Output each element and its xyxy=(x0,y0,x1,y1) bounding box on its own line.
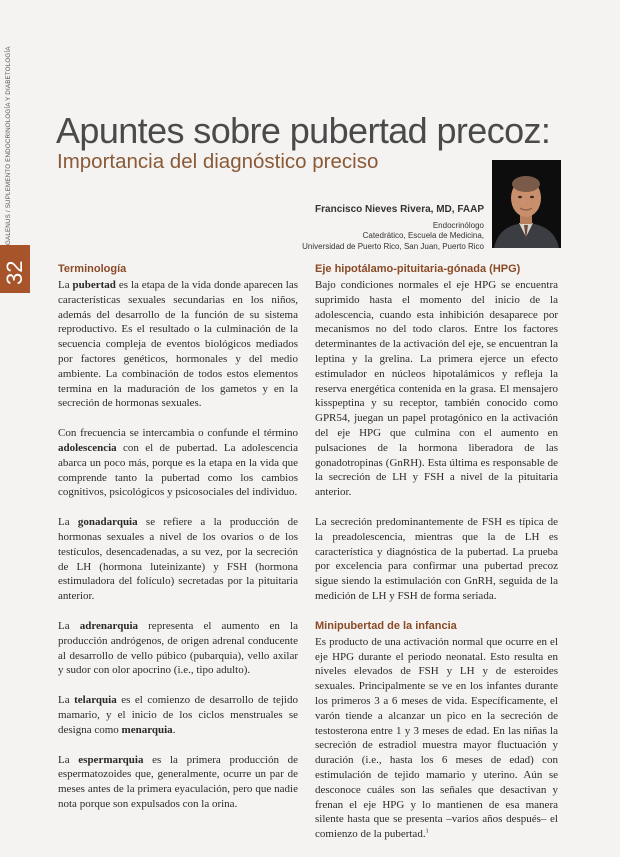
left-column xyxy=(58,262,298,827)
section-heading-eje-hpg: Eje hipotálamo-pituitaria-gónada (HPG) xyxy=(315,263,521,275)
text: se refiere a la producción de hormonas sexuales a nivel de los ovarios o de los testículos, desencadenadas, a su vez, por la secreción de LH (hormona luteinizante) y FSH (hormona estimuladora del folículo) secretadas por la pituitaria anterior. xyxy=(58,516,298,603)
term-pubertad: pubertad xyxy=(72,279,116,291)
author-position: Catedrático, Escuela de Medicina, xyxy=(362,231,484,241)
paragraph-secrecion-fsh: La secreción predominantemente de FSH es típica de la preadolescencia, mientras que la de LH es característica y diagnóstica de la pubertad. La prueba por excelencia para confirmar una pubertad precoz sigue siendo la estimulación con GnRH, seguida de la medición de LH y FSH de forma seriada. xyxy=(315,515,558,602)
term-gonadarquia: gonadarquia xyxy=(77,516,138,529)
author-name: Francisco Nieves Rivera, MD, FAAP xyxy=(315,204,484,215)
text: con el de pubertad. La adolescencia abarca un poco más, porque es la etapa en la vida que comprende tanto la pubertad como los cambios cognitivos, psicológicos y psicosociales del individuo. xyxy=(58,441,298,499)
journal-side-label xyxy=(2,30,20,245)
page-number-tab xyxy=(0,245,30,293)
article-title: Apuntes sobre pubertad precoz: xyxy=(56,110,551,151)
paragraph-gonadarquia xyxy=(58,515,298,604)
paragraph-minipubertad xyxy=(315,635,558,842)
author-affiliation: Universidad de Puerto Rico, San Juan, Puerto Rico xyxy=(302,241,484,251)
author-title: Endocrinólogo xyxy=(432,221,484,230)
author-portrait-graphic xyxy=(492,160,561,248)
page-number: 32 xyxy=(2,260,27,285)
paragraph-adolescencia xyxy=(58,426,298,500)
term-menarquia: menarquia xyxy=(121,723,173,736)
text: La xyxy=(58,516,78,529)
section-heading-minipubertad: Minipubertad de la infancia xyxy=(315,619,457,632)
author-photo xyxy=(492,160,561,248)
text: Es producto de una activación normal que ocurre en el eje HPG durante el periodo neonatal. Esto resulta en niveles elevados de FSH y LH y de esteroides sexuales. Principalmente se ve en los infantes durante los primeros 3 a 6 meses de vida. Específicamente, el varón tiende a alcanzar un pico en la secreción de testosterona entre 1 y 3 meses de edad. En las niñas la secreción de estradiol muestra mayor fluctuación y duración (i.e., hasta los 6 meses de edad) con estimulación de tejido mamario y uterino. Aún se desconoce cuáles son las señales que desactivan y frenan el eje HPG y lo mantienen de esa manera silente hasta que se presenta –varios años después– el comienzo de la pubertad. xyxy=(315,635,558,841)
paragraph-adrenarquia xyxy=(58,619,298,678)
paragraph-espermarquia xyxy=(58,753,298,812)
journal-side-label-text: GALENUS / SUPLEMENTO ENDOCRINOLOGÍA Y DIABETOLOGÍA xyxy=(5,46,12,245)
text: representa el aumento en la producción andrógenos, de origen adrenal conducente al desarrollo de vello púbico (pubarquia), vello axilar y sudor con olor apocrino (i.e., tipo adulto). xyxy=(58,619,298,677)
paragraph-telarquia xyxy=(58,693,298,737)
text: Con frecuencia se intercambia o confunde el término xyxy=(58,427,298,440)
right-column xyxy=(315,262,558,857)
text: . xyxy=(172,723,176,736)
text: es la etapa de la vida donde aparecen las características sexuales secundarias en los niños, además del desarrollo de la función de su sistema reproductivo. Es el resultado o la culminación de la secuencia compleja de eventos biológicos mediados por factores genéticos, hormonales y del medio ambiente. La combinación de todos estos elementos termina en la maduración de los gametos y en la secreción de hormonas sexuales. xyxy=(58,279,298,410)
term-adrenarquia: adrenarquia xyxy=(79,619,139,632)
text: es el comienzo de desarrollo de tejido mamario, y el inicio de los ciclos menstruales se designa como xyxy=(58,694,298,736)
section-heading-terminologia: Terminología xyxy=(58,263,127,275)
term-telarquia: telarquia xyxy=(74,694,117,707)
term-espermarquia: espermarquia xyxy=(78,753,144,766)
text: La xyxy=(58,753,79,766)
text: La xyxy=(58,619,80,632)
text: es la primera producción de espermatozoides que, generalmente, ocurre un par de meses antes de la primera eyaculación, pero que nadie nota porque son expulsados con la orina. xyxy=(58,753,298,810)
reference-marker[interactable]: 1 xyxy=(425,828,429,835)
term-adolescencia: adolescencia xyxy=(58,441,117,454)
text: La xyxy=(58,279,73,291)
article-subtitle: Importancia del diagnóstico preciso xyxy=(57,150,379,173)
paragraph-pubertad xyxy=(58,278,298,411)
author-block xyxy=(302,204,484,252)
text: La xyxy=(58,694,75,707)
paragraph-eje-hpg: Bajo condiciones normales el eje HPG se encuentra suprimido hasta el momento del inicio de la adolescencia, cuando esta inhibición desaparece por mecanismos no del todo claros. Entre los factores determinantes de la activación del eje, se encuentran la leptina y la grelina. La primera ejerce un efecto estimulador en núcleos hipotalámicos y refleja la reserva energética contenida en la grasa. El mensajero kisspeptina y su receptor, también conocido como GPR54, juegan un papel protagónico en la activación del eje HPG que culmina con el aumento en pulsaciones de la hormona liberadora de las gonadotropinas (GnRH). Esta última es responsable de la secreción de LH y FSH a nivel de la pituitaria anterior. xyxy=(315,279,558,499)
